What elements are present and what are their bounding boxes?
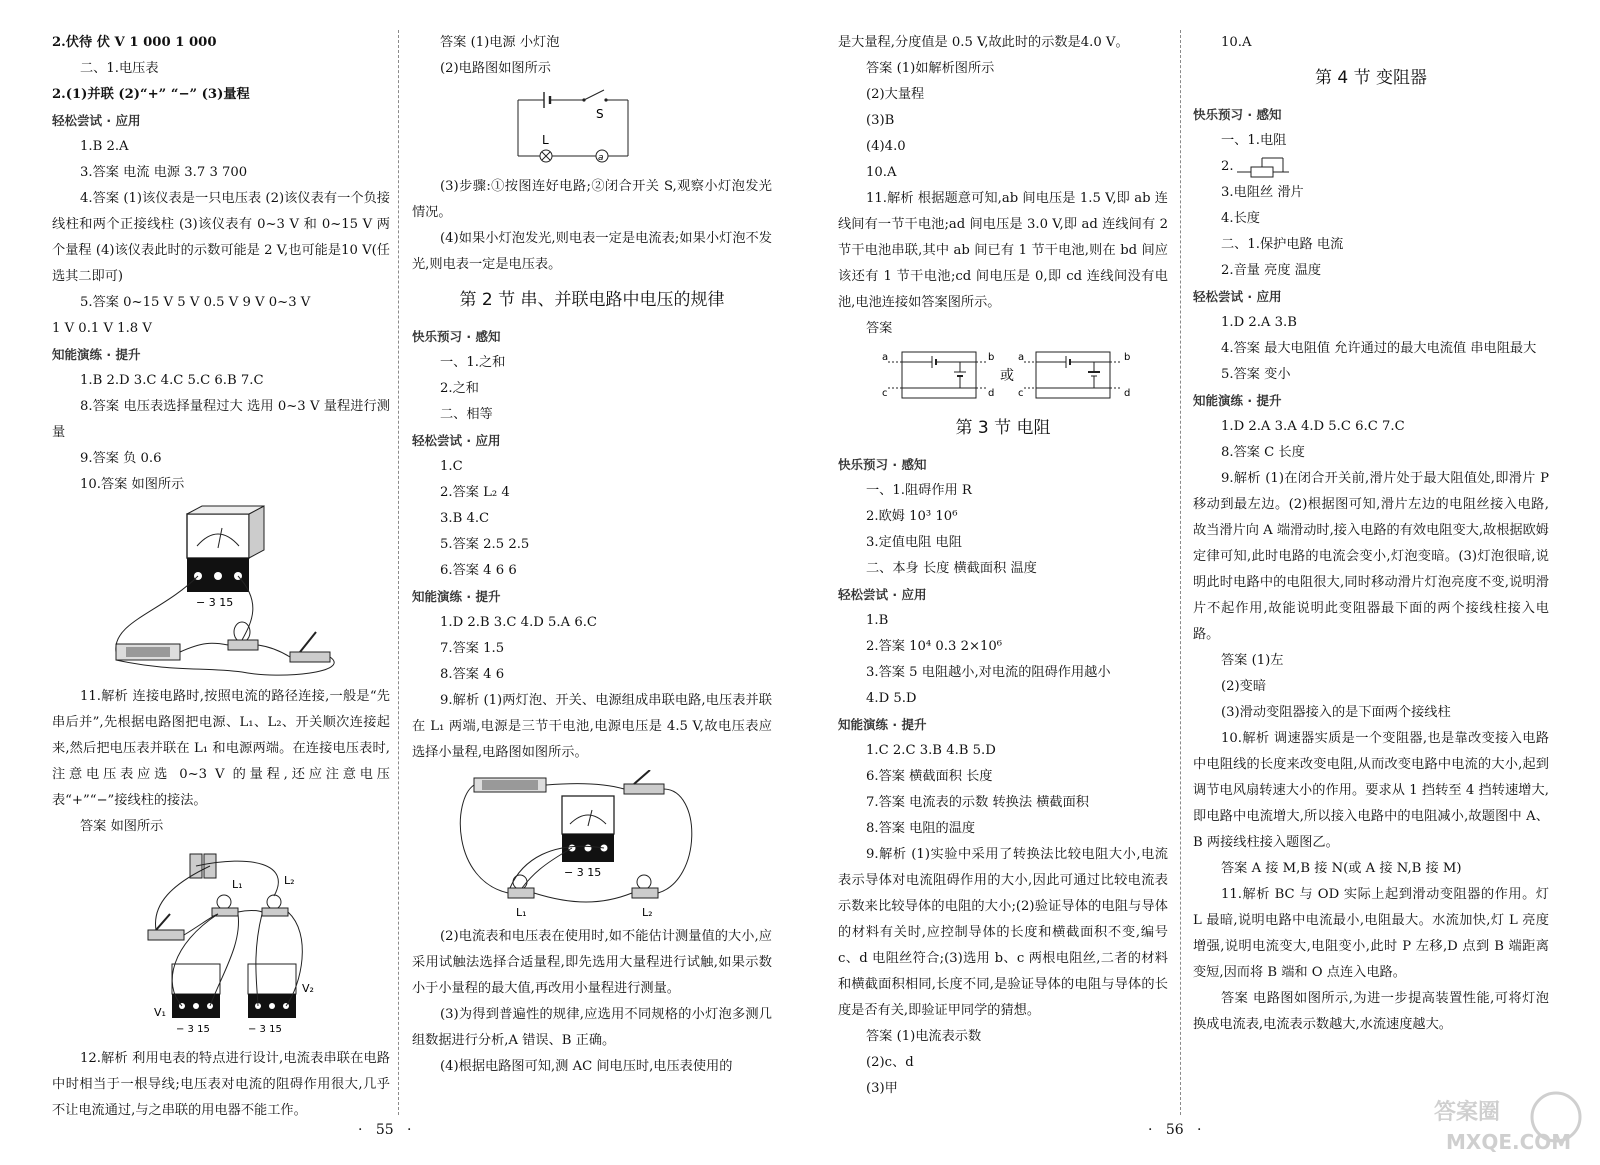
fig-label-L2: L₂	[284, 874, 295, 887]
voltmeter-wiring-figure	[52, 502, 390, 680]
fig-label-S: S	[596, 107, 604, 121]
section-heading: 快乐预习 · 感知	[838, 457, 927, 472]
c4-paragraph: 10.解析 调速器实质是一个变阻器,也是靠改变接入电路中电阻线的长度来改变电阻,从而改变电路中电流的大小,起到调节电风扇转速大小的作用。要求从 1 挡转至 4 挡转速增大,即电路中电流增大,所以接入电路中的电阻减小,故题图中 A、B 两接线柱接入题图乙。	[1193, 731, 1549, 850]
c1-line: 5.答案 0~15 V 5 V 0.5 V 9 V 0~3 V	[80, 295, 311, 310]
section-heading: 轻松尝试 · 应用	[1193, 289, 1282, 304]
scale-label: − 3 15	[248, 1024, 282, 1035]
fig-label-L1: L₁	[232, 878, 243, 891]
c2-line: 一、1.之和	[440, 355, 506, 370]
c2-line: 8.答案 4 6	[440, 667, 505, 682]
c2-line: 二、相等	[440, 407, 493, 422]
simple-circuit-figure	[412, 86, 772, 170]
c4-line: 10.A	[1221, 35, 1252, 50]
c1-line: 1.B 2.A	[80, 139, 129, 154]
rheostat-symbol-icon	[1237, 156, 1289, 178]
c1-line: 2.(1)并联 (2)“+” “−” (3)量程	[52, 87, 250, 102]
c2-line: 答案 (1)电源 小灯泡	[440, 35, 560, 50]
fig-label-L2: L₂	[642, 906, 653, 919]
c3-line: 2.答案 10⁴ 0.3 2×10⁶	[866, 639, 1003, 654]
c3-line: 8.答案 电阻的温度	[866, 821, 976, 836]
c3-paragraph: 9.解析 (1)实验中采用了转换法比较电阻大小,电流表示导体对电流阻碍作用的大小,因此可通过比较电流表示数来比较导体的电阻的大小;(2)验证导体的电阻与导体的材料有关时,应控制导体的长度和横截面积不变,编号 c、d 电阻丝符合;(3)选用 b、c 两根电阻丝,二者的材料和横截面积相同,长度不同,是验证导体的电阻与导体的长度是否有关,即验证甲同学的猜想。	[838, 847, 1168, 1018]
c4-line: 8.答案 C 长度	[1221, 445, 1305, 460]
section-heading: 轻松尝试 · 应用	[412, 433, 501, 448]
c2-paragraph: (4)如果小灯泡发光,则电表一定是电流表;如果小灯泡不发光,则电表一定是电压表。	[412, 231, 772, 272]
c2-paragraph: 9.解析 (1)两灯泡、开关、电源组成串联电路,电压表并联在 L₁ 两端,电源是三节干电池,电源电压是 4.5 V,故电压表应选择小量程,电路图如图所示。	[412, 693, 772, 760]
c3-line: 答案	[866, 321, 893, 336]
section-heading: 知能演练 · 提升	[838, 717, 927, 732]
section-heading: 轻松尝试 · 应用	[838, 587, 927, 602]
battery-box-svg	[838, 346, 1168, 406]
or-label: 或	[1000, 368, 1014, 384]
c2-paragraph: (4)根据电路图可知,测 AC 间电压时,电压表使用的	[440, 1059, 733, 1074]
c3-line: (3)甲	[866, 1081, 898, 1096]
terminal-b: b	[1124, 352, 1131, 363]
c3-line: 1.B	[866, 613, 889, 628]
c4-paragraph: 答案 电路图如图所示,为进一步提高装置性能,可将灯泡换成电流表,电流表示数越大,水流速度越大。	[1193, 991, 1549, 1032]
watermark-svg	[1426, 1087, 1586, 1159]
c2-line: 2.之和	[440, 381, 479, 396]
c4-paragraph: 4.答案 最大电阻值 允许通过的最大电流值 串电阻最大	[1221, 341, 1537, 356]
c1-line: 2.伏待 伏 V 1 000 1 000	[52, 35, 217, 50]
section-title: 第 4 节 变阻器	[1314, 68, 1428, 88]
c2-paragraph: (3)步骤:①按图连好电路;②闭合开关 S,观察小灯泡发光情况。	[412, 179, 772, 220]
c4-line: 3.电阻丝 滑片	[1221, 185, 1304, 200]
c4-line: 1.D 2.A 3.A 4.D 5.C 6.C 7.C	[1221, 419, 1405, 434]
column-3	[838, 30, 1168, 1102]
c3-paragraph: 是大量程,分度值是 0.5 V,故此时的示数是4.0 V。	[838, 35, 1129, 50]
section-title: 第 3 节 电阻	[955, 418, 1051, 438]
c4-line: 1.D 2.A 3.B	[1221, 315, 1297, 330]
c2-line: 5.答案 2.5 2.5	[440, 537, 530, 552]
c4-paragraph: 9.解析 (1)在闭合开关前,滑片处于最大阻值处,即滑片 P 移动到最左边。(2)根据图可知,滑片左边的电阻丝接入电路,故当滑片向 A 端滑动时,接入电路的有效电阻变大,故根据欧姆定律可知,此时电路的电流会变小,灯泡变暗。(3)灯泡很暗,说明此时电路中的电阻很大,同时移动滑片灯泡亮度不变,说明滑片不起作用,故能说明此变阻器最下面的两个接线柱接入电路。	[1193, 471, 1549, 642]
column-4	[1193, 30, 1549, 1038]
section-heading: 快乐预习 · 感知	[412, 329, 501, 344]
c2-line: 6.答案 4 6 6	[440, 563, 517, 578]
c3-line: 3.定值电阻 电阻	[866, 535, 962, 550]
c2-paragraph: (2)电流表和电压表在使用时,如不能估计测量值的大小,应采用试触法选择合适量程,即先选用大量程进行试触,如果示数小于小量程的最大值,再改用小量程进行测量。	[412, 929, 772, 996]
svg-text:a: a	[598, 153, 604, 163]
column-2	[412, 30, 772, 1080]
scale-label: − 3 15	[196, 596, 234, 609]
c2-paragraph: (3)为得到普遍性的规律,应选用不同规格的小灯泡多测几组数据进行分析,A 错误、B 正确。	[412, 1007, 772, 1048]
column-divider-left	[398, 30, 399, 1115]
fig-label-L: L	[542, 133, 549, 147]
c4-line: 一、1.电阻	[1221, 133, 1287, 148]
c4-line: 二、1.保护电路 电流	[1221, 237, 1344, 252]
battery-box-figure	[838, 346, 1168, 406]
c3-line: 二、本身 长度 横截面积 温度	[866, 561, 1037, 576]
page-number-left: · 55 ·	[358, 1122, 412, 1138]
c3-line: 4.D 5.D	[866, 691, 917, 706]
c4-line: 答案 (1)左	[1221, 653, 1284, 668]
c3-line: 答案 (1)如解析图所示	[866, 61, 995, 76]
c2-line: 2.答案 L₂ 4	[440, 485, 510, 500]
terminal-d: d	[1124, 388, 1131, 399]
simple-circuit-svg	[412, 86, 772, 170]
terminal-c: c	[1018, 388, 1024, 399]
terminal-c: c	[882, 388, 888, 399]
c1-paragraph: 4.答案 (1)该仪表是一只电压表 (2)该仪表有一个负接线柱和两个正接线柱 (3)该仪表有 0~3 V 和 0~15 V 两个量程 (4)该仪表此时的示数可能是 2 V,也可能是10 V(任选其二即可)	[52, 191, 390, 284]
c4-line: 4.长度	[1221, 211, 1260, 226]
section-heading: 知能演练 · 提升	[1193, 393, 1282, 408]
c3-line: (4)4.0	[866, 139, 906, 154]
two-voltmeter-figure	[52, 844, 390, 1042]
voltmeter-wiring-svg	[52, 502, 390, 680]
column-1	[52, 30, 390, 1124]
c4-line: (2)变暗	[1221, 679, 1267, 694]
section-title: 第 2 节 串、并联电路中电压的规律	[459, 290, 725, 310]
c1-line: 10.答案 如图所示	[80, 477, 185, 492]
c4-line: 5.答案 变小	[1221, 367, 1291, 382]
fig-label-V2: V₂	[302, 982, 314, 995]
c1-line: 答案 如图所示	[80, 819, 164, 834]
c4-line: 答案 A 接 M,B 接 N(或 A 接 N,B 接 M)	[1221, 861, 1462, 876]
c3-line: 7.答案 电流表的示数 转换法 横截面积	[866, 795, 1089, 810]
c3-line: 1.C 2.C 3.B 4.B 5.D	[866, 743, 996, 758]
section-heading: 轻松尝试 · 应用	[52, 113, 141, 128]
terminal-a: a	[882, 352, 889, 363]
c3-line: 6.答案 横截面积 长度	[866, 769, 993, 784]
c3-paragraph: 11.解析 根据题意可知,ab 间电压是 1.5 V,即 ab 连线间有一节干电池;ad 间电压是 3.0 V,即 ad 连线间有 2 节干电池串联,其中 ab 间已有 1 节干电池,则在 bd 间应该还有 1 节干电池;cd 间电压是 0,即 cd 连线间没有电池,电池连接如答案图所示。	[838, 191, 1168, 310]
svg-text:MXQE.COM: MXQE.COM	[1446, 1130, 1572, 1154]
section-heading: 知能演练 · 提升	[412, 589, 501, 604]
fig-label-V1: V₁	[154, 1006, 166, 1019]
c1-line: 1 V 0.1 V 1.8 V	[52, 321, 152, 336]
c3-line: 一、1.阻碍作用 R	[866, 483, 972, 498]
c1-paragraph: 12.解析 利用电表的特点进行设计,电流表串联在电路中时相当于一根导线;电压表对电流的阻碍作用很大,几乎不让电流通过,与之串联的用电器不能工作。	[52, 1051, 390, 1118]
c1-line: 3.答案 电流 电源 3.7 3 700	[80, 165, 248, 180]
svg-text:答案圈: 答案圈	[1434, 1100, 1501, 1125]
c2-line: 1.D 2.B 3.C 4.D 5.A 6.C	[440, 615, 597, 630]
scale-label: − 3 15	[176, 1024, 210, 1035]
fig-label-L1: L₁	[516, 906, 527, 919]
two-voltmeter-svg	[52, 844, 390, 1042]
c2-line: 3.B 4.C	[440, 511, 490, 526]
c4-line: (3)滑动变阻器接入的是下面两个接线柱	[1221, 705, 1451, 720]
c3-line: (3)B	[866, 113, 895, 128]
c3-line: (2)大量程	[866, 87, 925, 102]
c2-line: 7.答案 1.5	[440, 641, 505, 656]
c1-line: 9.答案 负 0.6	[80, 451, 162, 466]
terminal-b: b	[988, 352, 995, 363]
c1-paragraph: 8.答案 电压表选择量程过大 选用 0~3 V 量程进行测量	[52, 399, 390, 440]
c3-line: 10.A	[866, 165, 897, 180]
c3-line: (2)c、d	[866, 1055, 914, 1070]
c4-line: 2.音量 亮度 温度	[1221, 263, 1322, 278]
c2-line: 1.C	[440, 459, 463, 474]
c4-line	[1193, 154, 1549, 180]
scale-label: − 3 15	[564, 866, 602, 879]
c1-line: 二、1.电压表	[80, 61, 159, 76]
c1-paragraph: 11.解析 连接电路时,按照电流的路径连接,一般是“先串后并”,先根据电路图把电源、L₁、L₂、开关顺次连接起来,然后把电压表并联在 L₁ 和电源两端。在连接电压表时,注意电压表应选 0~3 V 的量程,还应注意电压表“+”“−”接线柱的接法。	[52, 689, 390, 808]
series-voltmeter-svg	[412, 770, 772, 920]
page-number-right-value: 56	[1165, 1122, 1184, 1138]
c3-line: 2.欧姆 10³ 10⁶	[866, 509, 958, 524]
terminal-a: a	[1018, 352, 1025, 363]
column-divider-right	[1180, 30, 1181, 1115]
watermark-logo	[1426, 1087, 1586, 1159]
c4-line-label: 2.	[1221, 159, 1234, 174]
c3-line: 3.答案 5 电阻越小,对电流的阻碍作用越小	[866, 665, 1111, 680]
page-number-left-value: 55	[375, 1122, 394, 1138]
section-heading: 快乐预习 · 感知	[1193, 107, 1282, 122]
c2-line: (2)电路图如图所示	[440, 61, 551, 76]
terminal-d: d	[988, 388, 995, 399]
series-voltmeter-figure	[412, 770, 772, 920]
c1-line: 1.B 2.D 3.C 4.C 5.C 6.B 7.C	[80, 373, 264, 388]
c3-line: 答案 (1)电流表示数	[866, 1029, 982, 1044]
section-heading: 知能演练 · 提升	[52, 347, 141, 362]
c4-paragraph: 11.解析 BC 与 OD 实际上起到滑动变阻器的作用。灯 L 最暗,说明电路中电流最小,电阻最大。水流加快,灯 L 亮度增强,说明电流变大,电阻变小,此时 P 左移,D 点到 B 端距离变短,因而将 B 端和 O 点连入电路。	[1193, 887, 1549, 980]
page-number-right: · 56 ·	[1148, 1122, 1202, 1138]
